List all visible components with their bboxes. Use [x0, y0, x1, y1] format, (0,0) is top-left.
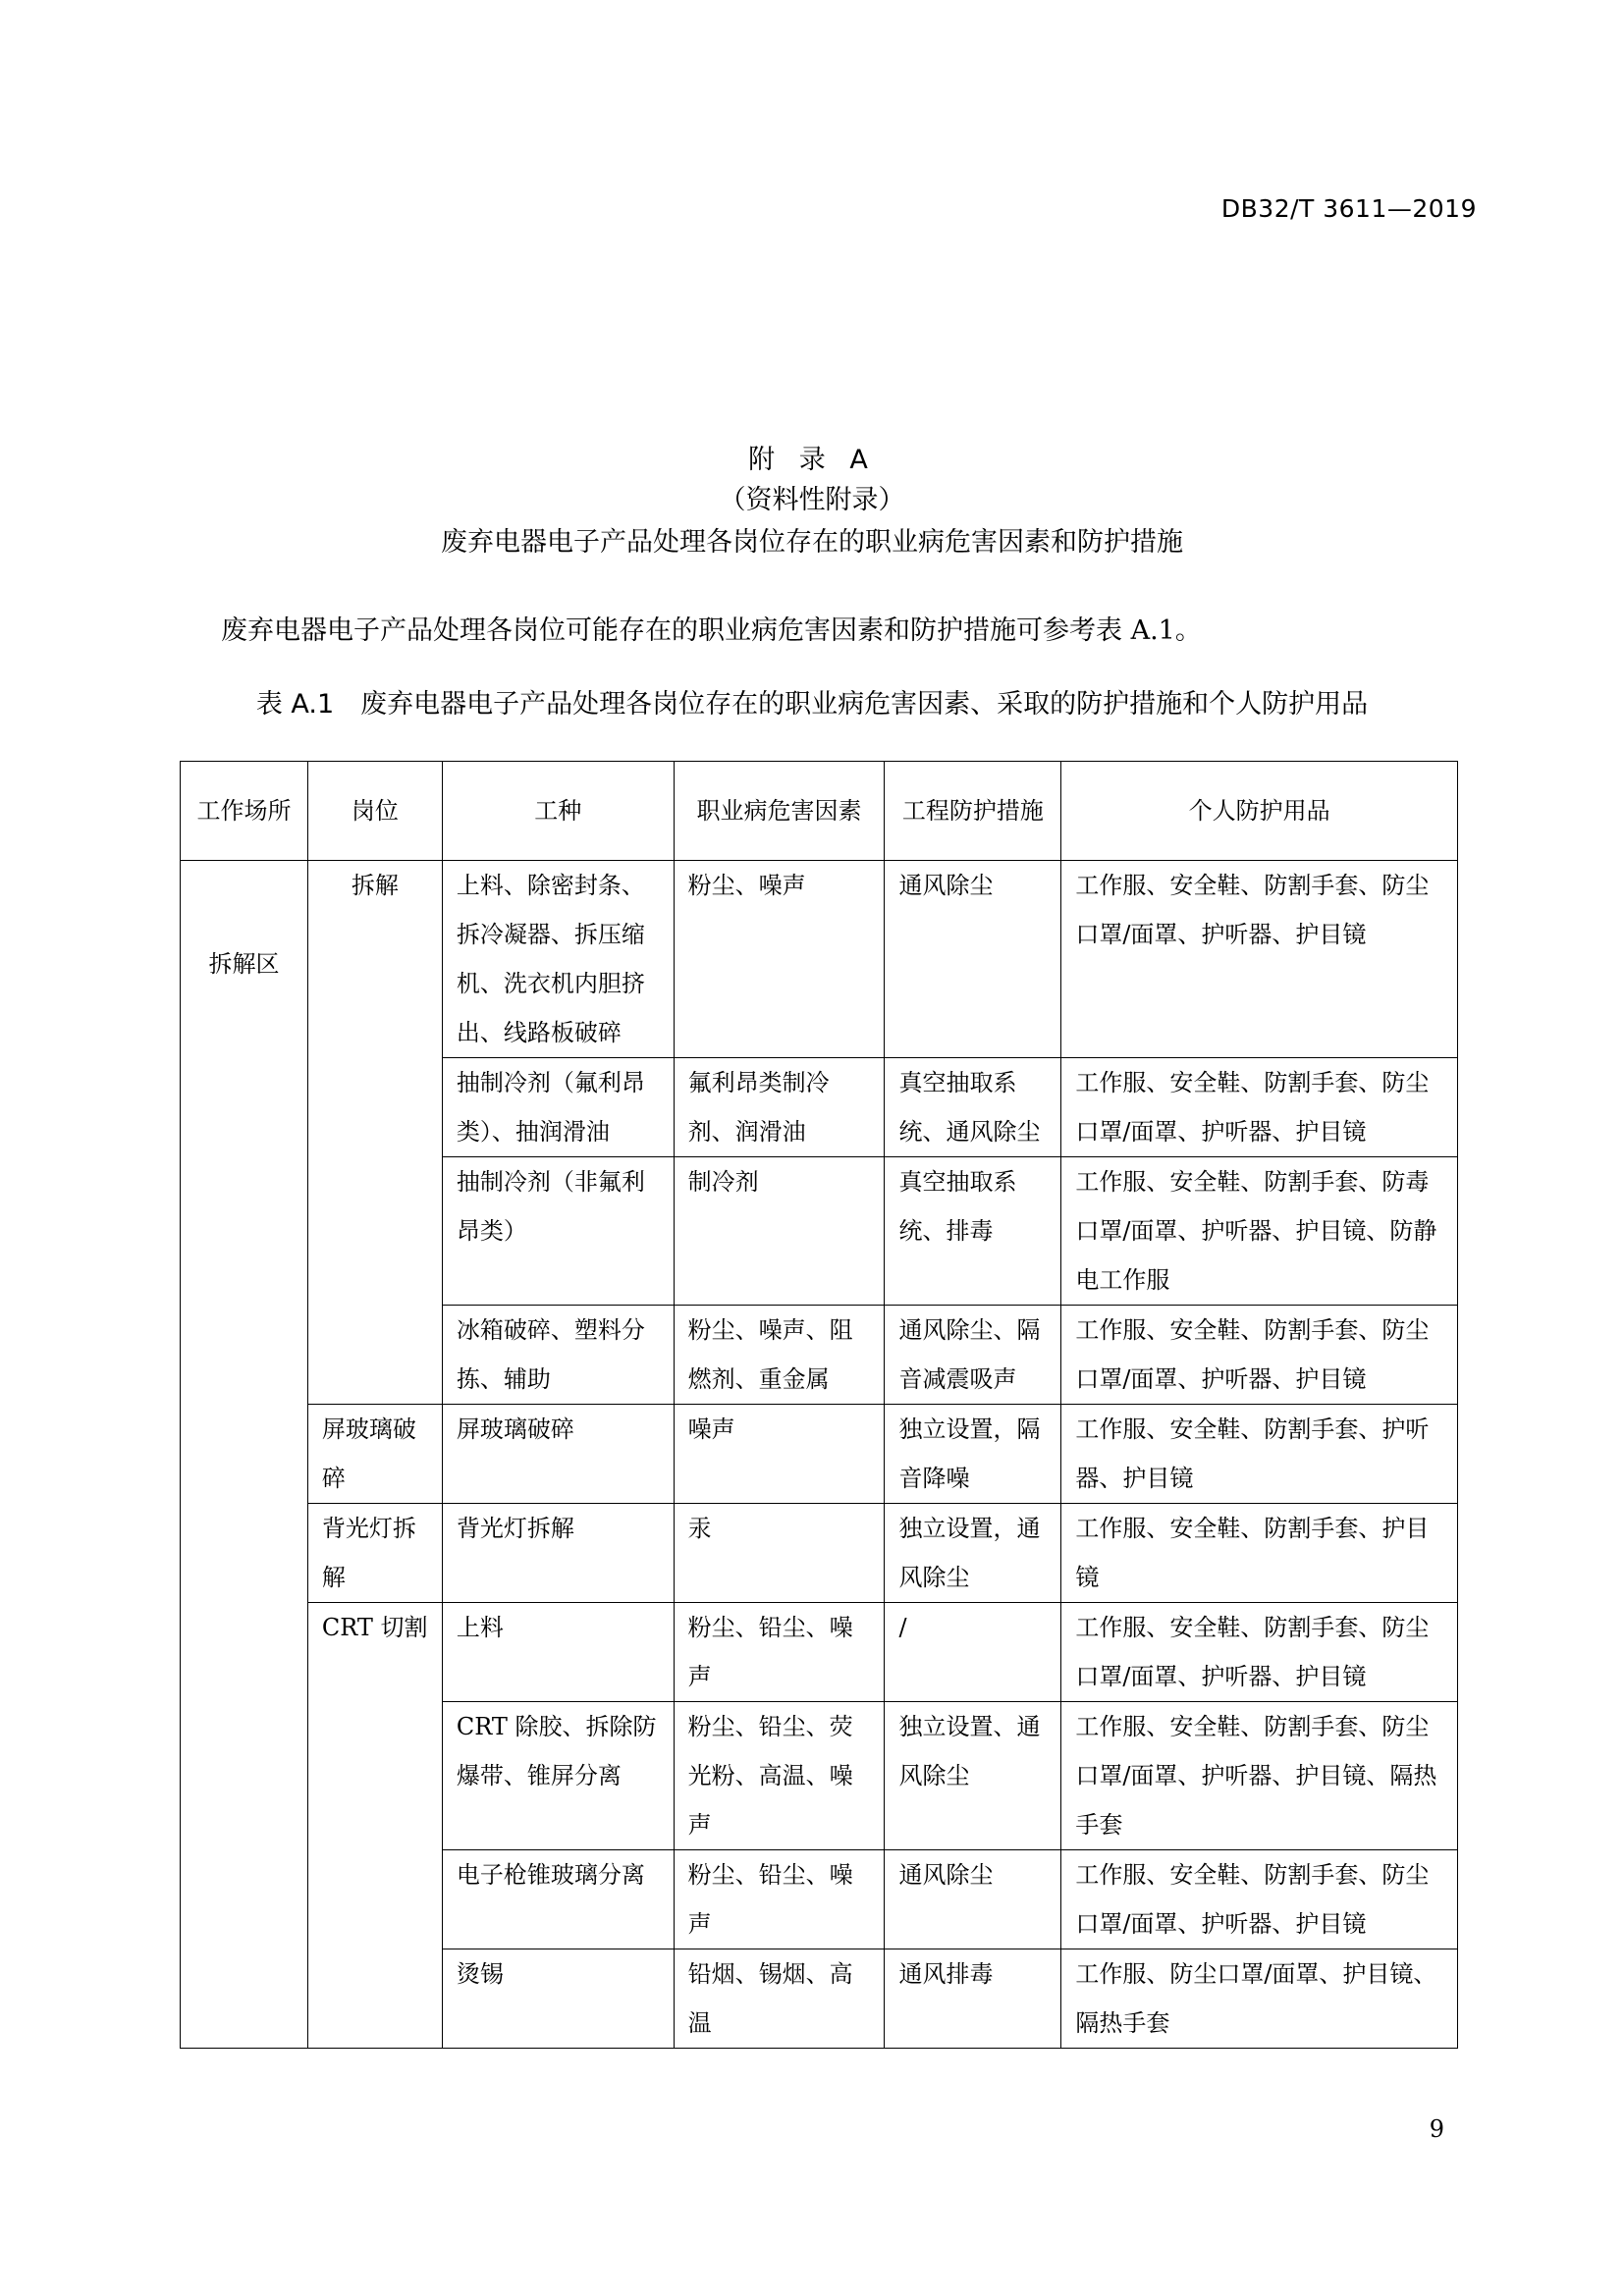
annex-title: 附 录 A	[748, 445, 876, 475]
hazard-cell: 粉尘、铅尘、噪声	[674, 1850, 885, 1949]
ppe-cell: 工作服、安全鞋、防割手套、防尘口罩/面罩、护听器、护目镜	[1061, 1603, 1458, 1702]
workplace-cell: 拆解区	[181, 861, 308, 2049]
table-row	[181, 1504, 1458, 1603]
ppe-cell: 工作服、安全鞋、防割手套、防尘口罩/面罩、护听器、护目镜、隔热手套	[1061, 1702, 1458, 1850]
hazard-cell: 粉尘、铅尘、噪声	[674, 1603, 885, 1702]
hazard-cell: 铅烟、锡烟、高温	[674, 1949, 885, 2049]
ppe-cell: 工作服、安全鞋、防割手套、防毒口罩/面罩、护听器、护目镜、防静电工作服	[1061, 1157, 1458, 1306]
ppe-cell: 工作服、安全鞋、防割手套、护听器、护目镜	[1061, 1405, 1458, 1504]
engineering-cell: 通风除尘、隔音减震吸声	[885, 1306, 1061, 1405]
header-post: 岗位	[307, 762, 442, 861]
job-cell: 上料	[442, 1603, 674, 1702]
engineering-cell: 通风除尘	[885, 1850, 1061, 1949]
hazard-cell: 粉尘、噪声	[674, 861, 885, 1058]
ppe-cell: 工作服、安全鞋、防割手套、护目镜	[1061, 1504, 1458, 1603]
job-cell: 抽制冷剂（氟利昂类）、抽润滑油	[442, 1058, 674, 1157]
hazard-cell: 噪声	[674, 1405, 885, 1504]
document-code: DB32/T 3611—2019	[1220, 194, 1477, 223]
post-cell: 背光灯拆解	[307, 1504, 442, 1603]
engineering-cell: /	[885, 1603, 1061, 1702]
ppe-cell: 工作服、安全鞋、防割手套、防尘口罩/面罩、护听器、护目镜	[1061, 1058, 1458, 1157]
intro-paragraph: 废弃电器电子产品处理各岗位可能存在的职业病危害因素和防护措施可参考表 A.1。	[221, 615, 1202, 646]
hazard-cell: 粉尘、噪声、阻燃剂、重金属	[674, 1306, 885, 1405]
engineering-cell: 真空抽取系统、通风除尘	[885, 1058, 1061, 1157]
job-cell: 背光灯拆解	[442, 1504, 674, 1603]
engineering-cell: 独立设置、通风除尘	[885, 1702, 1061, 1850]
table-row	[181, 861, 1458, 1058]
header-engineering: 工程防护措施	[885, 762, 1061, 861]
engineering-cell: 独立设置，隔音降噪	[885, 1405, 1061, 1504]
job-cell: 冰箱破碎、塑料分拣、辅助	[442, 1306, 674, 1405]
hazard-cell: 氟利昂类制冷剂、润滑油	[674, 1058, 885, 1157]
ppe-cell: 工作服、安全鞋、防割手套、防尘口罩/面罩、护听器、护目镜	[1061, 1306, 1458, 1405]
hazard-table	[180, 761, 1458, 2049]
engineering-cell: 真空抽取系统、排毒	[885, 1157, 1061, 1306]
annex-name: 废弃电器电子产品处理各岗位存在的职业病危害因素和防护措施	[441, 527, 1183, 558]
table-row	[181, 1405, 1458, 1504]
job-cell: 电子枪锥玻璃分离	[442, 1850, 674, 1949]
ppe-cell: 工作服、防尘口罩/面罩、护目镜、隔热手套	[1061, 1949, 1458, 2049]
hazard-cell: 粉尘、铅尘、荧光粉、高温、噪声	[674, 1702, 885, 1850]
post-cell: 拆解	[307, 861, 442, 1405]
ppe-cell: 工作服、安全鞋、防割手套、防尘口罩/面罩、护听器、护目镜	[1061, 861, 1458, 1058]
header-job: 工种	[442, 762, 674, 861]
table-caption: 表 A.1 废弃电器电子产品处理各岗位存在的职业病危害因素、采取的防护措施和个人防护用品	[255, 689, 1369, 720]
post-cell: CRT 切割	[307, 1603, 442, 2049]
header-workplace: 工作场所	[181, 762, 308, 861]
hazard-cell: 制冷剂	[674, 1157, 885, 1306]
ppe-cell: 工作服、安全鞋、防割手套、防尘口罩/面罩、护听器、护目镜	[1061, 1850, 1458, 1949]
post-cell: 屏玻璃破碎	[307, 1405, 442, 1504]
annex-type: （资料性附录）	[719, 485, 905, 515]
engineering-cell: 独立设置，通风除尘	[885, 1504, 1061, 1603]
engineering-cell: 通风排毒	[885, 1949, 1061, 2049]
table-header-row	[181, 762, 1458, 861]
hazard-cell: 汞	[674, 1504, 885, 1603]
job-cell: 烫锡	[442, 1949, 674, 2049]
header-ppe: 个人防护用品	[1061, 762, 1458, 861]
job-cell: CRT 除胶、拆除防爆带、锥屏分离	[442, 1702, 674, 1850]
table-row	[181, 1603, 1458, 1702]
job-cell: 上料、除密封条、拆冷凝器、拆压缩机、洗衣机内胆挤出、线路板破碎	[442, 861, 674, 1058]
job-cell: 屏玻璃破碎	[442, 1405, 674, 1504]
header-hazard: 职业病危害因素	[674, 762, 885, 861]
engineering-cell: 通风除尘	[885, 861, 1061, 1058]
job-cell: 抽制冷剂（非氟利昂类）	[442, 1157, 674, 1306]
page-number: 9	[1429, 2115, 1444, 2143]
